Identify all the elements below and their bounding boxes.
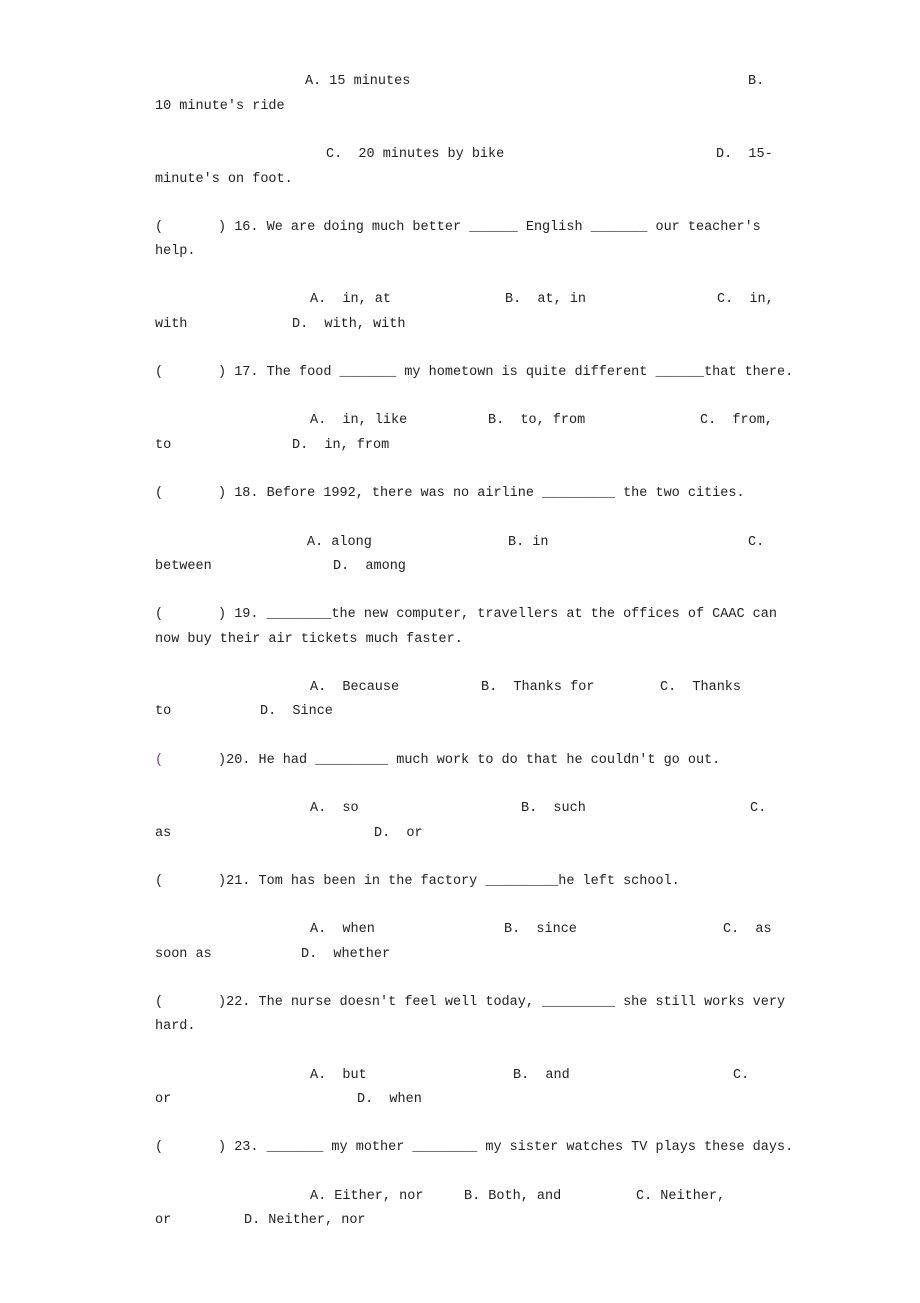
answer-bracket: ( (155, 486, 164, 501)
answer-bracket: ( (155, 365, 164, 380)
answer-option: B. to, from (488, 413, 586, 428)
answer-option: B. in (508, 535, 549, 550)
answer-option: A. 15 minutes (305, 74, 411, 89)
answer-option: B. (748, 74, 765, 89)
question-text: to (155, 438, 172, 453)
answer-option: B. since (504, 922, 577, 937)
answer-bracket: ( (155, 874, 164, 889)
answer-option: D. 15- (716, 147, 773, 162)
answer-option: A. when (310, 922, 375, 937)
answer-option: B. at, in (505, 292, 587, 307)
answer-option: C. Thanks (660, 680, 742, 695)
answer-option: C. (748, 535, 765, 550)
question-text: minute's on foot. (155, 172, 293, 187)
answer-option: A. along (307, 535, 372, 550)
answer-bracket: ( (155, 607, 164, 622)
answer-option: D. among (333, 559, 406, 574)
answer-bracket: ( (155, 220, 164, 235)
answer-option: B. Thanks for (481, 680, 595, 695)
question-text: ) 17. The food _______ my hometown is quite different ______that there. (218, 365, 794, 380)
answer-option: A. Either, nor (310, 1189, 424, 1204)
answer-option: A. so (310, 801, 359, 816)
answer-option: D. Since (260, 704, 333, 719)
question-text: )21. Tom has been in the factory _________he left school. (218, 874, 680, 889)
answer-bracket: ( (155, 753, 164, 768)
answer-option: D. in, from (292, 438, 390, 453)
question-text: now buy their air tickets much faster. (155, 632, 463, 647)
answer-option: A. Because (310, 680, 400, 695)
question-text: ) 18. Before 1992, there was no airline _________ the two cities. (218, 486, 745, 501)
question-text: soon as (155, 947, 212, 962)
question-text: between (155, 559, 212, 574)
question-text: to (155, 704, 172, 719)
question-text: )22. The nurse doesn't feel well today, _________ she still works very (218, 995, 786, 1010)
answer-option: B. Both, and (464, 1189, 562, 1204)
answer-option: C. from, (700, 413, 773, 428)
answer-option: C. (750, 801, 767, 816)
question-text: with (155, 317, 188, 332)
answer-option: B. and (513, 1068, 570, 1083)
question-text: help. (155, 244, 196, 259)
answer-option: D. with, with (292, 317, 406, 332)
question-text: as (155, 826, 172, 841)
answer-option: D. when (357, 1092, 422, 1107)
answer-option: C. Neither, (636, 1189, 726, 1204)
question-text: ) 19. ________the new computer, travellers at the offices of CAAC can (218, 607, 777, 622)
answer-option: D. Neither, nor (244, 1213, 366, 1228)
question-text: hard. (155, 1019, 196, 1034)
question-text: ) 23. _______ my mother ________ my sister watches TV plays these days. (218, 1140, 794, 1155)
question-text: or (155, 1213, 172, 1228)
answer-option: A. but (310, 1068, 367, 1083)
answer-bracket: ( (155, 1140, 164, 1155)
answer-option: D. whether (301, 947, 391, 962)
answer-option: B. such (521, 801, 586, 816)
answer-bracket: ( (155, 995, 164, 1010)
question-text: or (155, 1092, 172, 1107)
question-text: )20. He had _________ much work to do that he couldn't go out. (218, 753, 721, 768)
answer-option: C. 20 minutes by bike (326, 147, 505, 162)
question-text: ) 16. We are doing much better ______ English _______ our teacher's (218, 220, 761, 235)
answer-option: C. as (723, 922, 772, 937)
answer-option: D. or (374, 826, 423, 841)
answer-option: C. (733, 1068, 750, 1083)
answer-option: C. in, (717, 292, 774, 307)
question-text: 10 minute's ride (155, 99, 285, 114)
answer-option: A. in, like (310, 413, 408, 428)
answer-option: A. in, at (310, 292, 392, 307)
